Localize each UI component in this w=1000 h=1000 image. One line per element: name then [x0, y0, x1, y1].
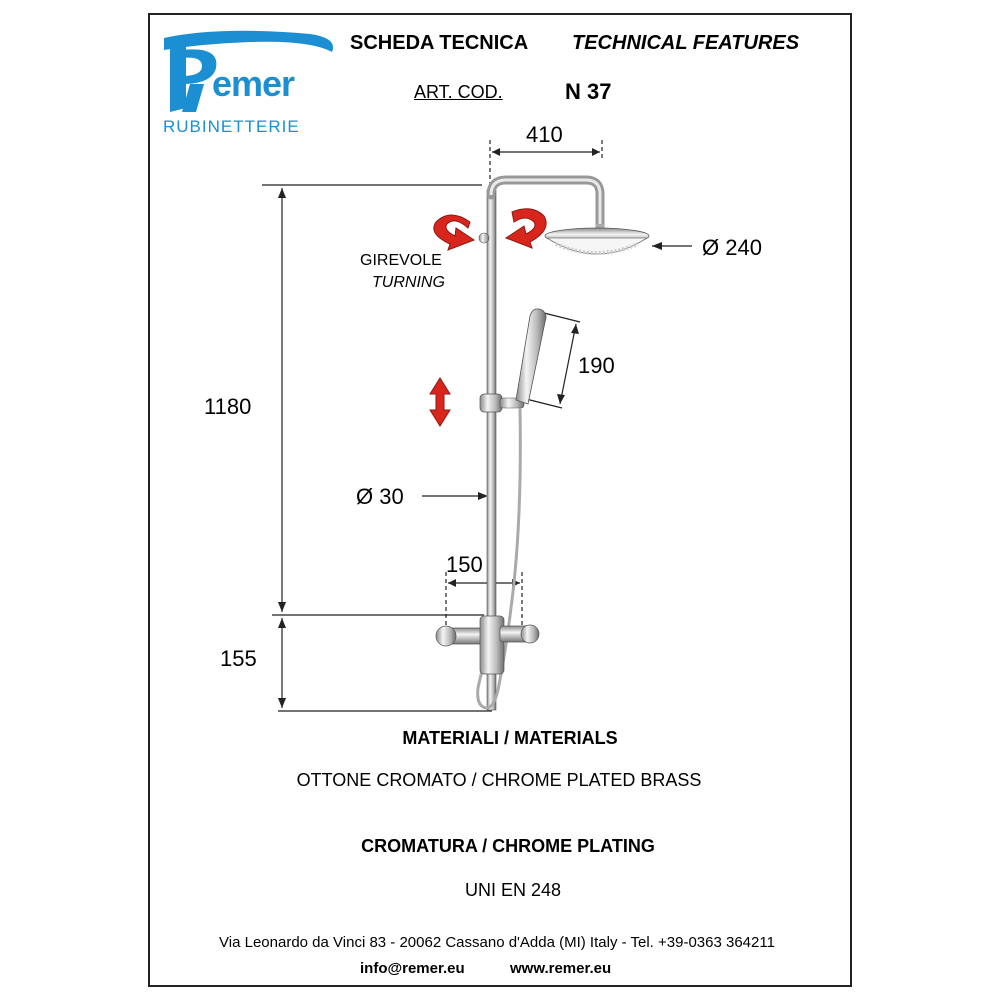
- dimension-lines: [262, 140, 692, 711]
- dim-pipe-diameter-label: Ø 30: [356, 484, 404, 509]
- plating-heading: CROMATURA / CHROME PLATING: [361, 836, 655, 856]
- sheet-title-it: SCHEDA TECNICA: [350, 32, 529, 54]
- dim-hand-shower-label: 190: [578, 353, 615, 378]
- art-code-label: ART. COD.: [414, 82, 503, 102]
- dim-centers-label: 150: [446, 552, 483, 577]
- slide-arrow-icon: [430, 378, 450, 426]
- hand-shower: [516, 309, 546, 404]
- footer-address: Via Leonardo da Vinci 83 - 20062 Cassano d'Adda (MI) Italy - Tel. +39-0363 364211: [219, 934, 775, 951]
- shower-head: [545, 224, 649, 254]
- sheet-title-en: TECHNICAL FEATURES: [572, 32, 800, 54]
- materials-heading: MATERIALI / MATERIALS: [402, 728, 618, 748]
- dim-head-diameter-label: Ø 240: [702, 235, 762, 260]
- logo-subtitle: RUBINETTERIE: [163, 117, 300, 136]
- plating-value: UNI EN 248: [464, 880, 562, 900]
- turning-label-en: TURNING: [372, 274, 445, 291]
- mixer-valve: [436, 616, 539, 674]
- footer-email[interactable]: info@remer.eu: [360, 960, 465, 977]
- dim-height-label: 1180: [204, 394, 252, 419]
- dim-width-label: 410: [526, 122, 563, 147]
- turning-label-it: GIREVOLE: [360, 252, 442, 269]
- art-code-value: N 37: [565, 79, 612, 104]
- materials-value: OTTONE CROMATO / CHROME PLATED BRASS: [296, 770, 702, 790]
- logo-wordmark: emer: [212, 63, 295, 104]
- footer-website[interactable]: www.remer.eu: [510, 960, 612, 977]
- dim-bottom-label: 155: [220, 646, 257, 671]
- shower-column: [436, 180, 649, 710]
